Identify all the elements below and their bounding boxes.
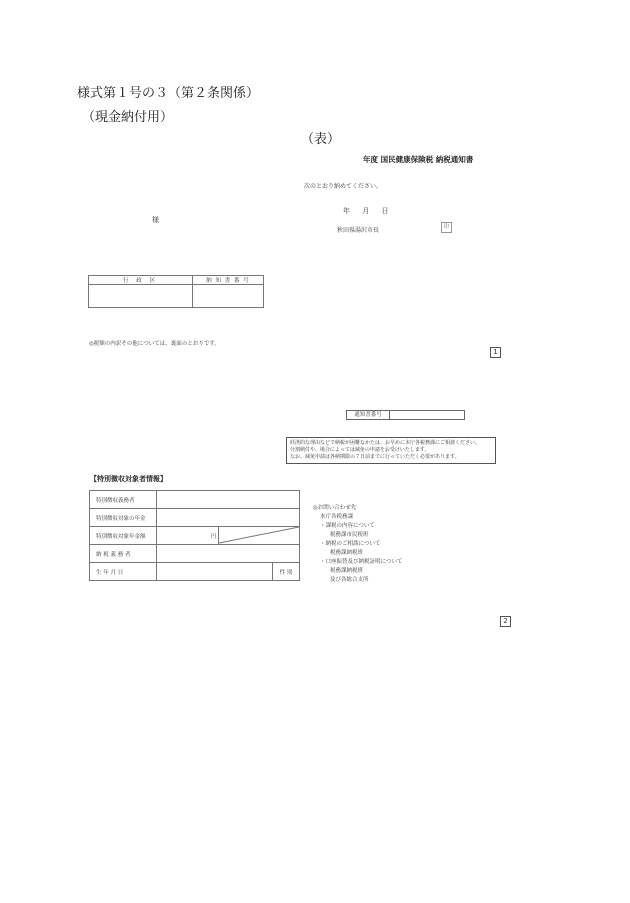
contact-line: 税務課納税班 [330,568,364,574]
issue-date: 年 月 日 [343,207,389,215]
contact-info [313,504,402,585]
office-district-cell [89,285,193,308]
special-collection-table [89,490,300,581]
pension-value [157,509,300,527]
yen-unit: 円 [157,527,219,545]
special-collection-heading: 【特別徴収対象者情報】 [90,475,167,483]
notice-number-field [346,410,465,420]
contact-line: ・口座振替及び納税証明について [320,559,403,565]
contact-line: ・課税の内容について [320,523,375,529]
row-label-birthdate: 生 年 月 日 [90,563,157,581]
recipient-suffix: 様 [152,216,159,224]
page-number-1: 1 [490,347,501,358]
notice-number-header: 納 知 書 番 号 [193,276,264,285]
form-title: 様式第１号の３（第２条関係） [77,86,260,101]
taxpayer-value [157,545,300,563]
contact-line: 本庁各税務課 [320,514,354,520]
intro-line: 次のとおり納めてください。 [304,183,383,190]
notice-line: 経済的な理由などで納税が困難なかたは、お早めに本庁各税務課にご相談ください。 [290,440,481,446]
office-district-header: 行 政 区 [89,276,193,285]
birthdate-value [157,563,273,581]
diagonal-line [219,527,299,544]
front-side-label: （表） [301,132,341,147]
office-table [88,275,264,308]
document-title: 年度 国民健康保険税 納税通知書 [363,155,474,164]
withholder-value [157,491,300,509]
contact-line: 及び各総合支所 [330,577,369,583]
reference-note: ◎税額の内訳その他については、裏面のとおりです。 [89,341,220,347]
notice-line: なお、減免申請は各納期限の７日前までに行っていただく必要があります。 [290,454,460,460]
contact-line: 税務課市民税班 [330,532,369,538]
official-seal: 印 [441,222,452,233]
notice-line: 分割納付や、場合によっては減免の申請をお受けいたします。 [290,447,430,453]
issuer-name: 秋田県湯沢市長 [337,227,380,234]
gender-label: 性 別 [272,563,299,581]
notice-number-cell [193,285,264,308]
contact-line: 税務課納税班 [330,550,364,556]
contact-title: ◎お問い合わせ先 [313,505,357,511]
payment-consultation-notice [286,437,496,464]
row-label-withholder: 特別徴収義務者 [90,491,157,509]
contact-line: ・納税のご相談について [320,541,381,547]
row-label-taxpayer: 納 税 義 務 者 [90,545,157,563]
row-label-pension-amount: 特別徴収対象年金額 [90,527,157,545]
form-subtitle: （現金納付用） [82,110,174,125]
pension-amount-crossed [218,527,299,545]
page-number-2: 2 [500,616,511,627]
notice-number-label: 通知書番号 [347,411,390,419]
row-label-pension: 特別徴収対象の年金 [90,509,157,527]
